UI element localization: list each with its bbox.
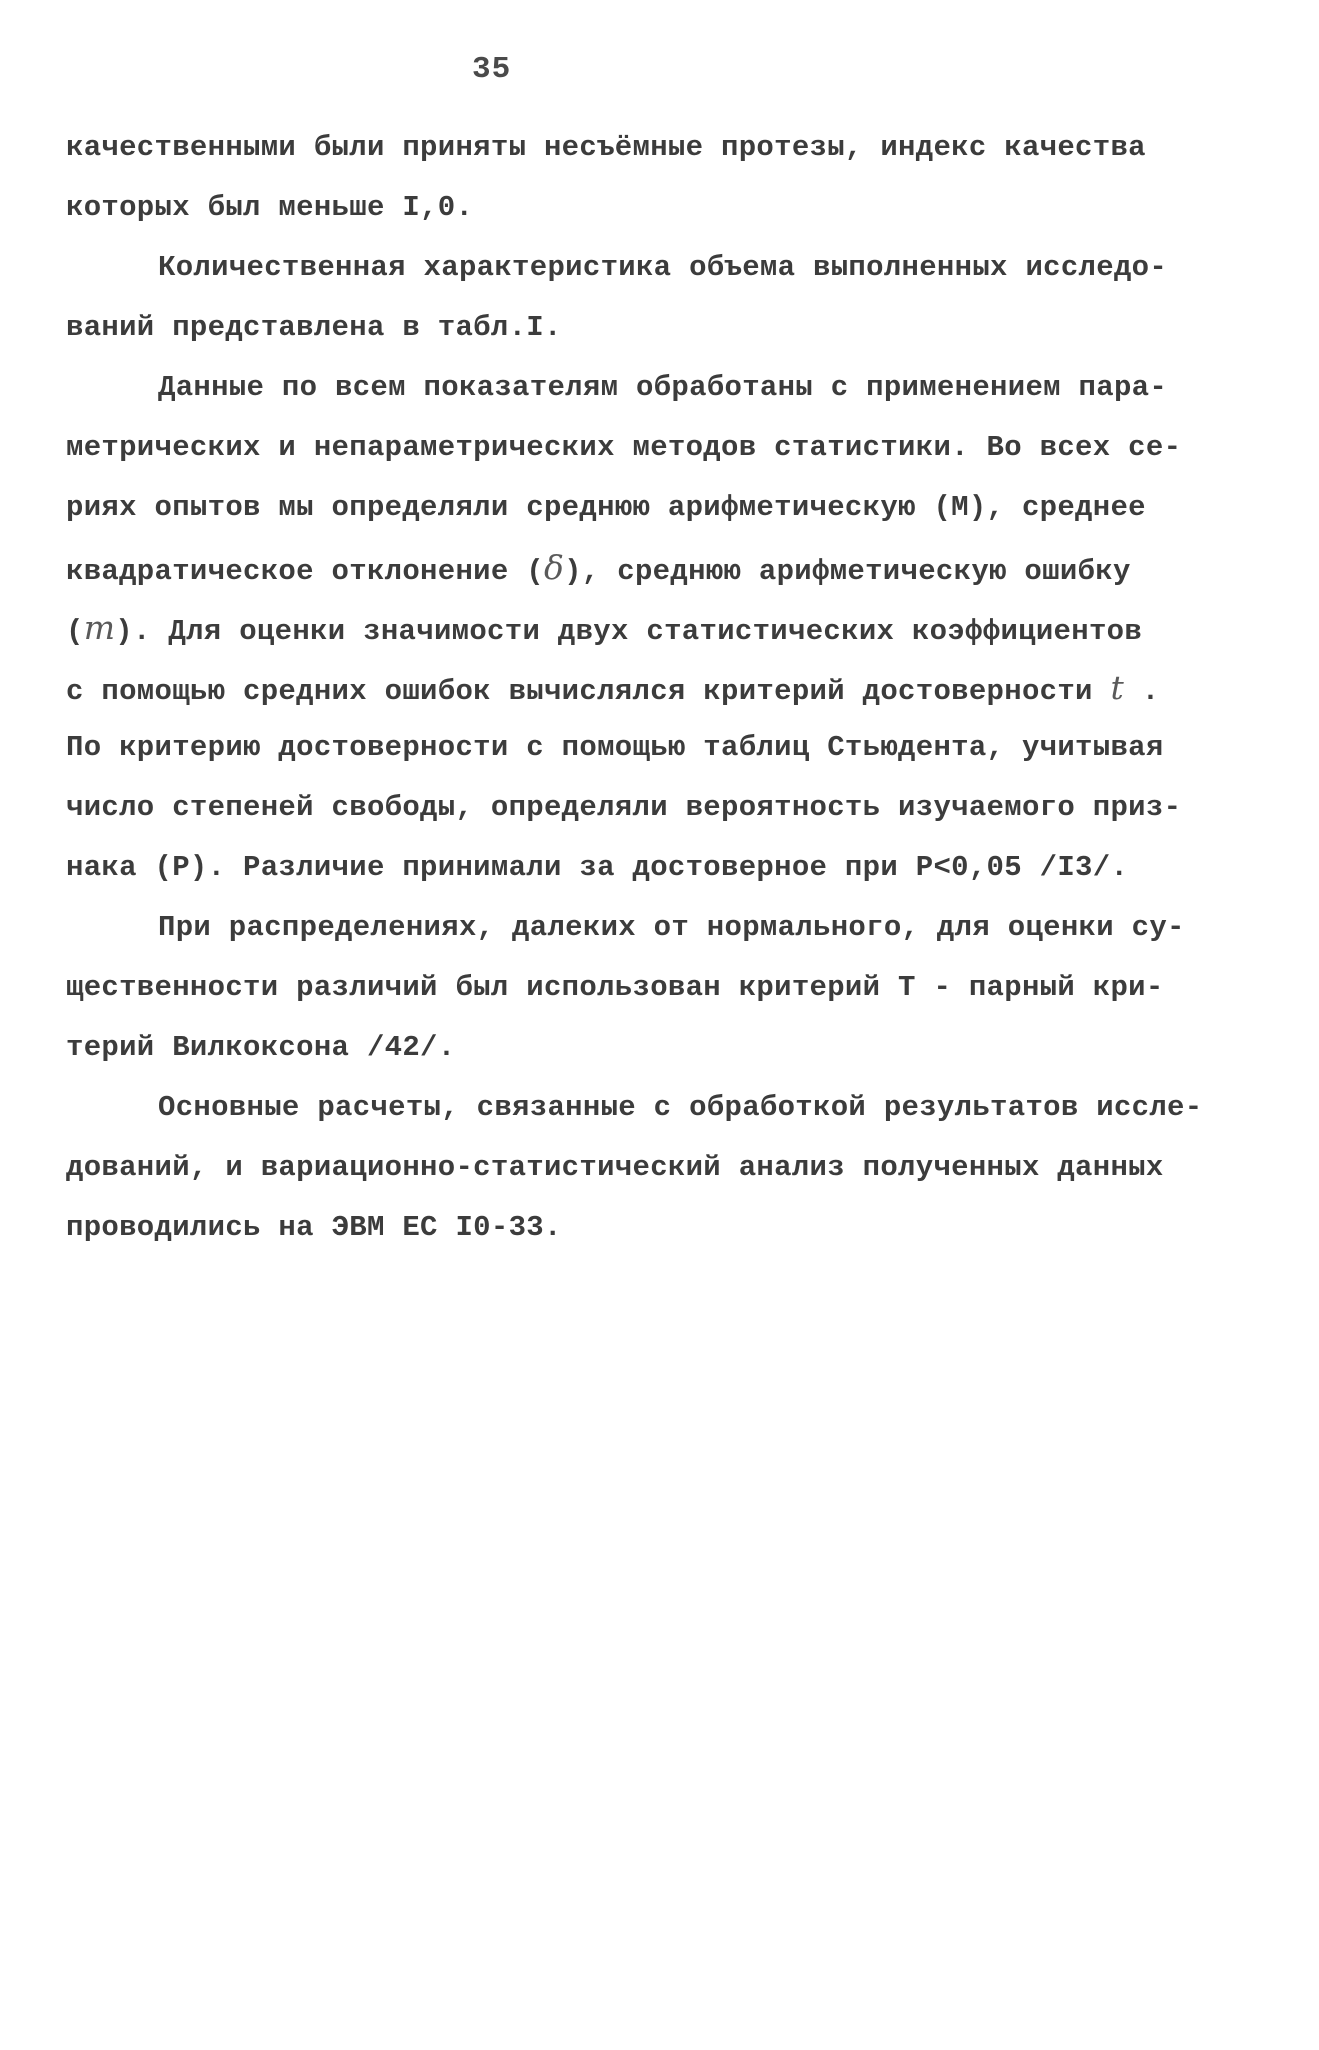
text-fragment: ). Для оценки значимости двух статистических коэффициентов xyxy=(115,615,1143,648)
text-line-with-symbol xyxy=(66,598,1246,658)
handwritten-symbol-t: t xyxy=(1110,668,1125,707)
paragraph-first-line: Основные расчеты, связанные с обработкой результатов иссле- xyxy=(158,1091,1203,1124)
text-line: риях опытов мы определяли среднюю арифметическую (M), среднее xyxy=(66,491,1146,524)
page-number: 35 xyxy=(472,52,512,87)
paragraph-first-line: При распределениях, далеких от нормального, для оценки су- xyxy=(158,911,1185,944)
text-fragment: ( xyxy=(66,615,84,648)
text-fragment: с помощью средних ошибок вычислялся критерий достоверности xyxy=(66,675,1111,708)
text-line: качественными были приняты несъёмные протезы, индекс качества xyxy=(66,131,1146,164)
paragraph-first-line: Количественная характеристика объема выполненных исследо- xyxy=(158,251,1168,284)
text-line: щественности различий был использован критерий T - парный кри- xyxy=(66,971,1164,1004)
text-fragment: . xyxy=(1124,675,1160,708)
text-line-with-symbol xyxy=(66,538,1246,598)
text-line: По критерию достоверности с помощью таблиц Стьюдента, учитывая xyxy=(66,731,1164,764)
body-text xyxy=(66,118,1246,1258)
text-line: которых был меньше I,0. xyxy=(66,191,474,224)
handwritten-symbol-sigma: δ xyxy=(543,548,565,587)
text-line-with-symbol xyxy=(66,658,1246,718)
text-line: дований, и вариационно-статистический анализ полученных данных xyxy=(66,1151,1164,1184)
text-line: метрических и непараметрических методов статистики. Во всех се- xyxy=(66,431,1182,464)
text-line: терий Вилкоксона /42/. xyxy=(66,1031,456,1064)
text-fragment: квадратическое отклонение ( xyxy=(66,555,544,588)
text-line: число степеней свободы, определяли вероятность изучаемого приз- xyxy=(66,791,1182,824)
text-line: нака (P). Различие принимали за достоверное при P<0,05 /I3/. xyxy=(66,851,1129,884)
text-line: проводились на ЭВМ ЕС I0-33. xyxy=(66,1211,562,1244)
handwritten-symbol-m: m xyxy=(83,608,116,647)
text-fragment: ), среднюю арифметическую ошибку xyxy=(564,555,1131,588)
text-line: ваний представлена в табл.I. xyxy=(66,311,562,344)
paragraph-first-line: Данные по всем показателям обработаны с применением пара- xyxy=(158,371,1168,404)
